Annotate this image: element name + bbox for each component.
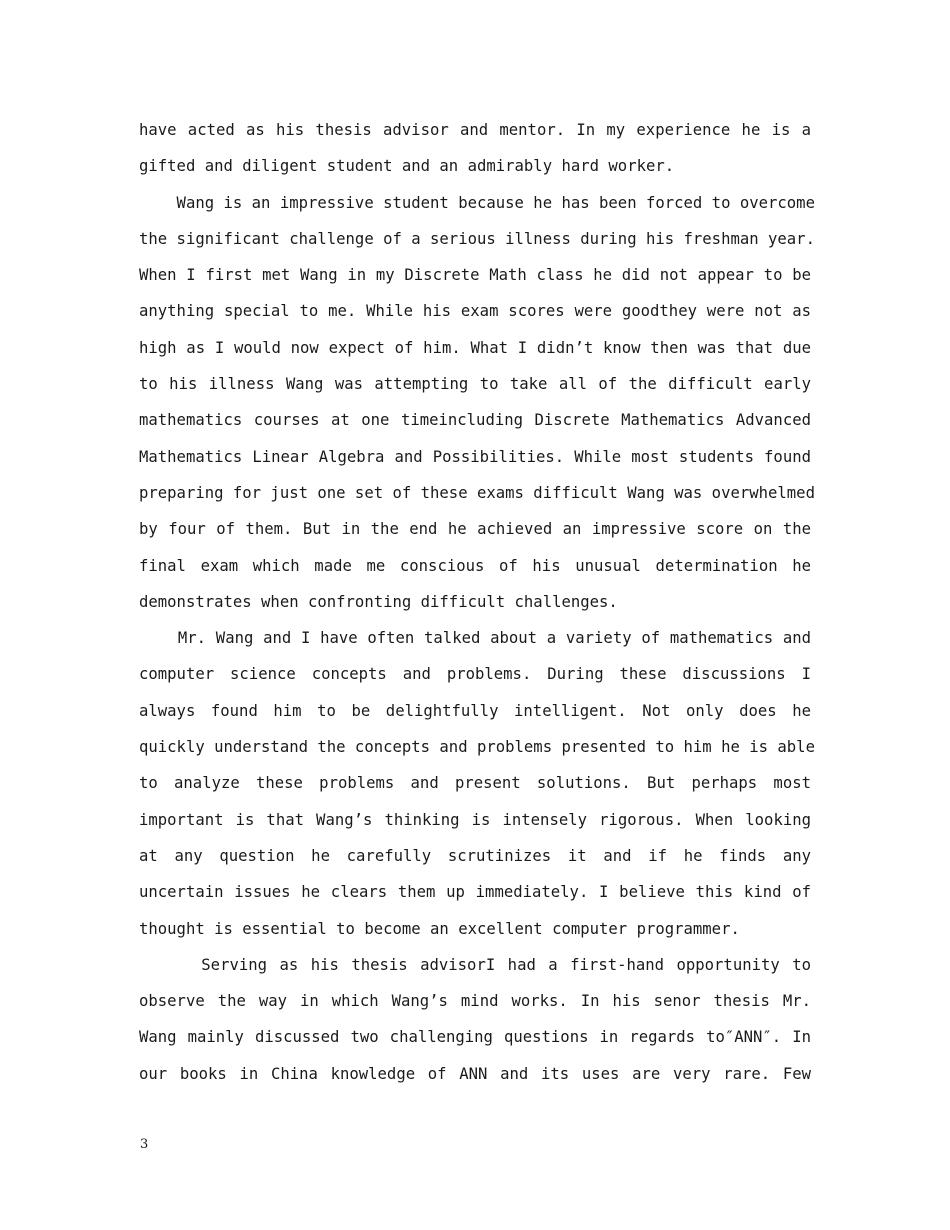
text-line: observe the way in which Wang’s mind works. In his senor thesis Mr. [139, 992, 811, 1011]
text-line: always found him to be delightfully intelligent. Not only does he [139, 701, 811, 720]
text-line: demonstrates when confronting difficult challenges. [139, 592, 618, 611]
page-number: 3 [140, 1137, 149, 1152]
text-line: to his illness Wang was attempting to take all of the difficult early [139, 375, 811, 394]
text-line: quickly understand the concepts and problems presented to him he is able [139, 738, 815, 757]
text-line: Serving as his thesis advisorI had a first-hand opportunity to [139, 955, 811, 974]
text-line: final exam which made me conscious of his unusual determination he [139, 556, 811, 575]
text-line: high as I would now expect of him. What I didn’t know then was that due [139, 338, 811, 357]
text-line: have acted as his thesis advisor and mentor. In my experience he is a [139, 121, 811, 139]
text-line: Wang is an impressive student because he has been forced to overcome [139, 193, 815, 212]
text-line: at any question he carefully scrutinizes it and if he finds any [139, 846, 811, 865]
text-line: important is that Wang’s thinking is intensely rigorous. When looking [139, 810, 811, 829]
text-line: by four of them. But in the end he achieved an impressive score on the [139, 520, 811, 539]
text-line: gifted and diligent student and an admirably hard worker. [139, 157, 675, 176]
text-line: uncertain issues he clears them up immediately. I believe this kind of [139, 883, 811, 902]
text-line: preparing for just one set of these exams difficult Wang was overwhelmed [139, 483, 815, 502]
text-line: to analyze these problems and present solutions. But perhaps most [139, 774, 811, 793]
text-line: our books in China knowledge of ANN and its uses are very rare. Few [139, 1064, 811, 1083]
text-line: Mr. Wang and I have often talked about a variety of mathematics and [139, 629, 811, 648]
body-text [139, 112, 815, 1092]
text-line: thought is essential to become an excellent computer programmer. [139, 919, 740, 938]
text-line: Wang mainly discussed two challenging questions in regards to″ANN″. In [139, 1028, 811, 1047]
text-line: anything special to me. While his exam scores were goodthey were not as [139, 302, 811, 321]
text-line: the significant challenge of a serious illness during his freshman year. [139, 229, 815, 248]
text-line: mathematics courses at one timeincluding Discrete Mathematics Advanced [139, 411, 811, 430]
text-line: Mathematics Linear Algebra and Possibilities. While most students found [139, 447, 811, 466]
text-line: computer science concepts and problems. During these discussions I [139, 665, 811, 684]
text-line: When I first met Wang in my Discrete Math class he did not appear to be [139, 266, 811, 285]
